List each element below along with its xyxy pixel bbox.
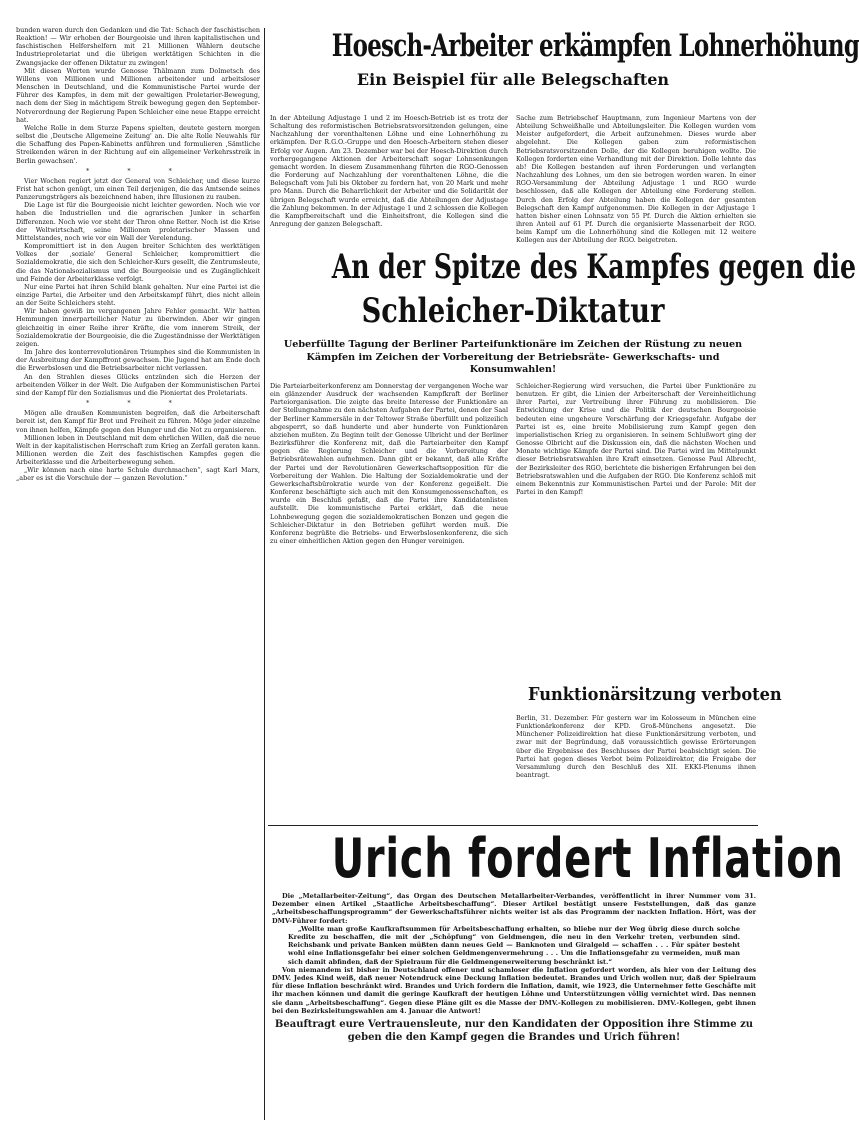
headline-hoesch: Hoesch-Arbeiter erkämpfen Lohnerhöhung xyxy=(331,28,859,64)
left-paragraph: Millionen leben in Deutschland mit dem ehrlichen Willen, daß die neue Welt in der kapitalistischen Herrschaft zum Krieg an Zerfall geraten kann. Millionen werden die Zeit des faschistischen Kampfes gegen die Arbeiterklasse und die Arbeiterbewegung sehen. xyxy=(16,433,260,467)
headline-schleicher-line2: Schleicher-Diktatur xyxy=(361,291,665,331)
headline-funktionaersitzung: Funktionärsitzung verboten xyxy=(528,684,782,705)
headline-schleicher-line1: An der Spitze des Kampfes gegen die xyxy=(331,247,856,287)
left-paragraph: Kompromittiert ist in den Augen breiter Schichten des werktätigen Volkes der ,soziale' General Schleicher, kompromittiert die Sozialdemokratie, die sich den Schleicher-Kurs gesellt, die Zentrumsleute, die das Nationalsozialismus und die Bourgeoisie und es Zugänglichkeit und Feinde der Arbeiterklasse verfolgt. xyxy=(16,242,260,283)
urich-quote: „Wollte man große Kaufkraftsummen für Arbeitsbeschaffung erhalten, so bliebe nur der Weg übrig diese durch solche Kredite zu beschaffen, die mit der „Schöpfung“ von Geldmengen, die neu in den Verkehr treten, verbunden sind. Reichsbank und private Banken müßten dann neues Geld — Banknoten und Giralgeld — schaffen . . . Für später besteht wohl eine Inflationsgefahr bei einer solchen Geldmengenvermehrung . . . Um die Inflationsgefahr zu vermeiden, muß man sich damit abfinden, daß der Spielraum für die Geldmengenerweiterung beschränkt ist.“ xyxy=(288,924,740,966)
funktionaersitzung-article: Berlin, 31. Dezember. Für gestern war im Kolosseum in München eine Funktionärkonferenz der KPD. Groß-Münchens angesetzt. Die Münchener Polizeidirektion hat diese Funktionärsitzung verboten, und zwar mit der Begründung, daß voraussichtlich gewisse Erörterungen über die Ergebnisse des Beschlusses der Partei beabsichtigt seien. Die Partei hat gegen dieses Verbot beim Polizeidirektor, die Freigabe der Versammlung durch den Beschluß des XII. EKKI-Plenums ihnen beantragt. xyxy=(516,714,756,780)
subhead-schleicher: Ueberfüllte Tagung der Berliner Parteifunktionäre im Zeichen der Rüstung zu neuen Kämpfen im Zeichen der Vorbereitung der Betriebsräte- Gewerkschafts- und Konsumwahlen! xyxy=(283,339,743,375)
left-paragraph: Nur eine Partei hat ihren Schild blank gehalten. Nur eine Partei ist die einzige Partei, die Arbeiter und den Arbeitskampf führt, dies nicht allein an der Seite Schleichers steht. xyxy=(16,282,260,308)
section-separator: * * * xyxy=(86,399,190,408)
section-separator: * * * xyxy=(86,166,190,175)
urich-closing: Beauftragt eure Vertrauensleute, nur den Kandidaten der Opposition ihre Stimme zu geben die den Kampf gegen die Brandes und Urich führen! xyxy=(274,1019,754,1043)
urich-body: Von niemandem ist bisher in Deutschland offener und schamloser die Inflation gefordert worden, als hier von der Leitung des DMV. Jedes Kind weiß, daß neuer Notendruck eine Deckung Inflation bedeutet. Brandes und Urich wollen nur, daß der Spielraum für diese Inflation beschränkt wird. Brandes und Urich fordern die Inflation, damit, wie 1923, die Unternehmer fette Geschäfte mit ihr machen können und damit die geringe Kaufkraft der heutigen Löhne und Unterstützungen völlig vernichtet wird. Das nennen sie dann „Arbeitsbeschaffung“. Gegen diese Pläne gilt es die Masse der DMV.-Kollegen zu mobilisieren. DMV.-Kollegen, gebt ihnen bei den Bezirksleitungswahlen am 4. Januar die Antwort! xyxy=(272,965,756,1015)
left-paragraph: „Wir können nach eine harte Schule durchmachen“, sagt Karl Marx, „aber es ist die Vorschule der — ganzen Revolution.“ xyxy=(16,466,260,483)
schleicher-article-col2: Schleicher-Regierung wird versuchen, die Partei über Funktionäre zu benutzen. Er gibt, die Linien der Arbeiterschaft der Vereinheitlichung ihrer Partei, zur Vertreibung ihrer Führung zu mobilisieren. Die Entwicklung der Krise und die Politik der deutschen Bourgeoisie bedeuten eine ungeheure Verschärfung der Kriegsgefahr. Aufgabe der Partei ist es, eine breite Mobilisierung zum Kampf gegen den imperialistischen Krieg zu organisieren. In seinem Schlußwort ging der Genosse Olbricht auf die Diskussion ein, daß die nächsten Wochen und Monate wichtige Kämpfe der Partei sind. Die Partei wird im Mittelpunkt dieser Betriebsratswahlen ihre Kraft einsetzen. Genosse Paul Albrecht, der Bezirksleiter des RGO, berichtete die bisherigen Erfahrungen bei den Betriebsratswahlen und die Aufgaben der RGO. Die Konferenz schloß mit einem Bekenntnis zur Kommunistischen Partei und der Parole: Mit der Partei in den Kampf! xyxy=(516,382,756,497)
hoesch-article-col1: In der Abteilung Adjustage 1 und 2 im Hoesch-Betrieb ist es trotz der Schaltung des reformistischen Betriebsratsvorsitzenden gelungen, eine Nachzahlung der vorenthaltenen Löhne und eine Lohnerhöhung zu erkämpfen. Der R.G.O.-Gruppe und den Hoesch-Arbeitern stehen dieser Erfolg vor Augen. Am 23. Dezember war bei der Hoesch-Direktion durch vorhergegangene Aktionen der Arbeiterschaft sogar Lohnsenkungen gemacht worden. In diesem Zusammenhang führten die RGO-Genossen die Forderung auf Nachzahlung der vorenthaltenen Löhne, die die Belegschaft vom Juli bis Oktober zu fordern hat, von 20 Mark und mehr pro Mann. Durch die Beharrlichkeit der Arbeiter und die Solidarität der übrigen Belegschaft wurde erreicht, daß die Abteilungen der Adjustage die Zahlung bekommen. In der Adjustage 1 und 2 schlossen die Kollegen die Kampfbereitschaft und die Einheitsfront, die Kollegen sind die Anregung der ganzen Belegschaft. xyxy=(270,114,508,229)
left-column xyxy=(16,26,260,1126)
left-paragraph: Vier Wochen regiert jetzt der General von Schleicher, und diese kurze Frist hat schon genügt, um einen Teil derjenigen, die das Amtsende seines Panzerungsträgers als bezeichnend haben, ihre Illusionen zu rauben. xyxy=(16,176,260,202)
left-paragraph: An den Strahlen dieses Glücks entzünden sich die Herzen der arbeitenden Völker in der Welt. Die Aufgaben der Kommunistischen Partei sind der Kampf für den Sozialismus und die Pioniertat des Proletariats. xyxy=(16,372,260,397)
hoesch-article-col2: Sache zum Betriebschef Hauptmann, zum Ingenieur Martens von der Abteilung Schweißhalle und Abteilungsleiter. Die Kollegen wurden vom Meister aufgefordert, die Arbeit aufzunehmen. Dieses wurde aber abgelehnt. Die Kollegen gaben zum reformistischen Betriebsratsvorsitzenden Dolle, der die Kollegen beruhigen wollte. Die Kollegen forderten eine Verhandlung mit der Direktion. Dolle lehnte das ab! Die Kollegen bestanden auf ihren Forderungen und verlangten Nachzahlung des Lohnes, um den sie betrogen worden waren. In einer RGO-Versammlung der Abteilung Adjustage 1 und RGO wurde beschlossen, daß alle Kollegen der Abteilung eine Forderung stellen. Durch den Erfolg der Abteilung haben die Kollegen der gesamten Belegschaft den Kampf aufgenommen. Die Kollegen in der Adjustage 1 hatten bisher einen Lohnsatz von 55 Pf. Durch die Aktion erhielten sie ihren Anteil auf 61 Pf. Durch die organisierte Massenarbeit der RGO. beim Kampf um die Lohnerhöhung sind die Kollegen mit 12 weitere Kollegen aus der Abteilung der RGO. beigetreten. xyxy=(516,114,756,245)
subhead-hoesch: Ein Beispiel für alle Belegschaften xyxy=(356,70,670,89)
schleicher-article-col1: Die Parteiarbeiterkonferenz am Donnerstag der vergangenen Woche war ein glänzender Ausdruck der wachsenden Kampfkraft der Berliner Parteiorganisation. Die zeigte das breite Interesse der Funktionäre an der Stellungnahme zu den nächsten Aufgaben der Partei, denen der Saal der Berliner Kammersäle in der Teltower Straße überfüllt und polizeilich abgesperrt, so daß hunderte und aber hunderte von Funktionären abziehen mußten. Zu Beginn teilt der Genosse Ulbricht und der Berliner Bezirksführer die Konferenz mit, daß die Parteiarbeiter den Kampf gegen die Regierung Schleicher und die Vorbereitung der Betriebsrätewahlen aufnehmen. Dann gibt er bekannt, daß alle Kräfte der Partei und der Revolutionären Gewerkschaftsopposition für die Vorbereitung der Wahlen. Die Haltung der Sozialdemokratie und der Gewerkschaftsbürokratie wurde von der Konferenz gegeißelt. Die Konferenz beschäftigte sich auch mit den Konsumgenossenschaften, es wurde ein Beschluß gefaßt, daß die Partei ihre Kandidatenlisten aufstellt. Die kommunistische Partei erklärt, daß die neue Lohnbewegung gegen die sozialdemokratischen Bonzen und gegen die Schleicher-Diktatur in den Betrieben geführt werden muß. Die Konferenz begrüßte die Betriebs- und Erwerbslosenkonferenz, die sich zu einer einheitlichen Aktion gegen den Hunger vereinigen. xyxy=(270,382,508,545)
left-paragraph: Mögen alle draußen Kommunisten begreifen, daß die Arbeiterschaft bereit ist, den Kampf für Brot und Freiheit zu führen. Möge jeder einzelne von ihnen helfen, Kämpfe gegen den Hunger und die Not zu organisieren. xyxy=(16,409,260,434)
headline-urich: Urich fordert Inflation xyxy=(331,827,844,890)
left-paragraph: Im Jahre des konterrevolutionären Triumphes sind die Kommunisten in der Ausbreitung der Kampffront gewachsen. Die Jugend hat am Ende doch die Erwerbslosen und die Betriebsarbeiter nicht verlassen. xyxy=(16,348,260,373)
column-divider xyxy=(264,28,265,1120)
left-paragraph: bunden waren durch den Gedanken und die Tat: Schach der faschistischen Reaktion! — Wir erhoben der Bourgeoisie und ihren kapitalistischen und faschistischen Helfershelfern mit 21 Millionen Wählern deutsche Industrieproletariat und die übrigen werktätigen Schichten in die Zwangsjacke der offenen Diktatur zu zwingen! xyxy=(16,26,260,67)
left-paragraph: Wir haben gewiß im vergangenen Jahre Fehler gemacht. Wir hatten Hemmungen innerparteilicher Natur zu überwinden. Aber wir gingen gleichzeitig in einer Reihe ihrer Kräfte, die vom innerem Streik, der Sozialdemokratie der Bourgeoisie, die die Zugeständnisse der Werktätigen zeigen. xyxy=(16,307,260,348)
urich-article xyxy=(272,892,756,1124)
left-paragraph: Mit diesen Worten wurde Genosse Thälmann zum Dolmetsch des Willens von Millionen und Millionen arbeitender und arbeitsloser Menschen in Deutschland, und die Kommunistische Partei wurde der Führer des Kampfes, in dem mit der gewaltigen Proletarier-Bewegung, nach dem der Sieg in mächtigem Streik bewegung gegen den September-Notverordnung der Regierung Papen Schleicher eine neue Etappe erreicht hat. xyxy=(16,66,260,124)
separator-rule xyxy=(268,825,758,826)
left-paragraph: Welche Rolle in dem Sturze Papens spielten, deutete gestern morgen selbst die ,Deutsche Allgemeine Zeitung' an. Die alte Rolle Neuwahls für die Schaffung des Papen-Kabinetts anführen und formulieren ,Sämtliche Streikenden wären in der Richtung auf ein allgemeiner Verkehrsstreik in Berlin gewachsen'. xyxy=(16,123,260,165)
left-paragraph: Die Lage ist für die Bourgeoisie nicht leichter geworden. Noch wie vor haben die Industriellen und die agrarischen Junker in scharfen Differenzen. Noch wie vor steht der Thron ohne Retter. Noch ist die Krise der Weltwirtschaft, seine Millionen proletarischer Massen und Mittelstandes, noch wie vor ein Wall der Verelendung. xyxy=(16,201,260,242)
urich-intro: Die „Metallarbeiter-Zeitung“, das Organ des Deutschen Metallarbeiter-Verbandes, veröffentlicht in ihrer Nummer vom 31. Dezember einen Artikel „Staatliche Arbeitsbeschaffung“. Dieser Artikel bestätigt unsere Feststellungen, daß das ganze „Arbeitsbeschaffungsprogramm“ der Gewerkschaftsführer nichts weiter ist als das Programm der nackten Inflation. Hört, was der DMV-Führer fordert: xyxy=(272,892,756,925)
